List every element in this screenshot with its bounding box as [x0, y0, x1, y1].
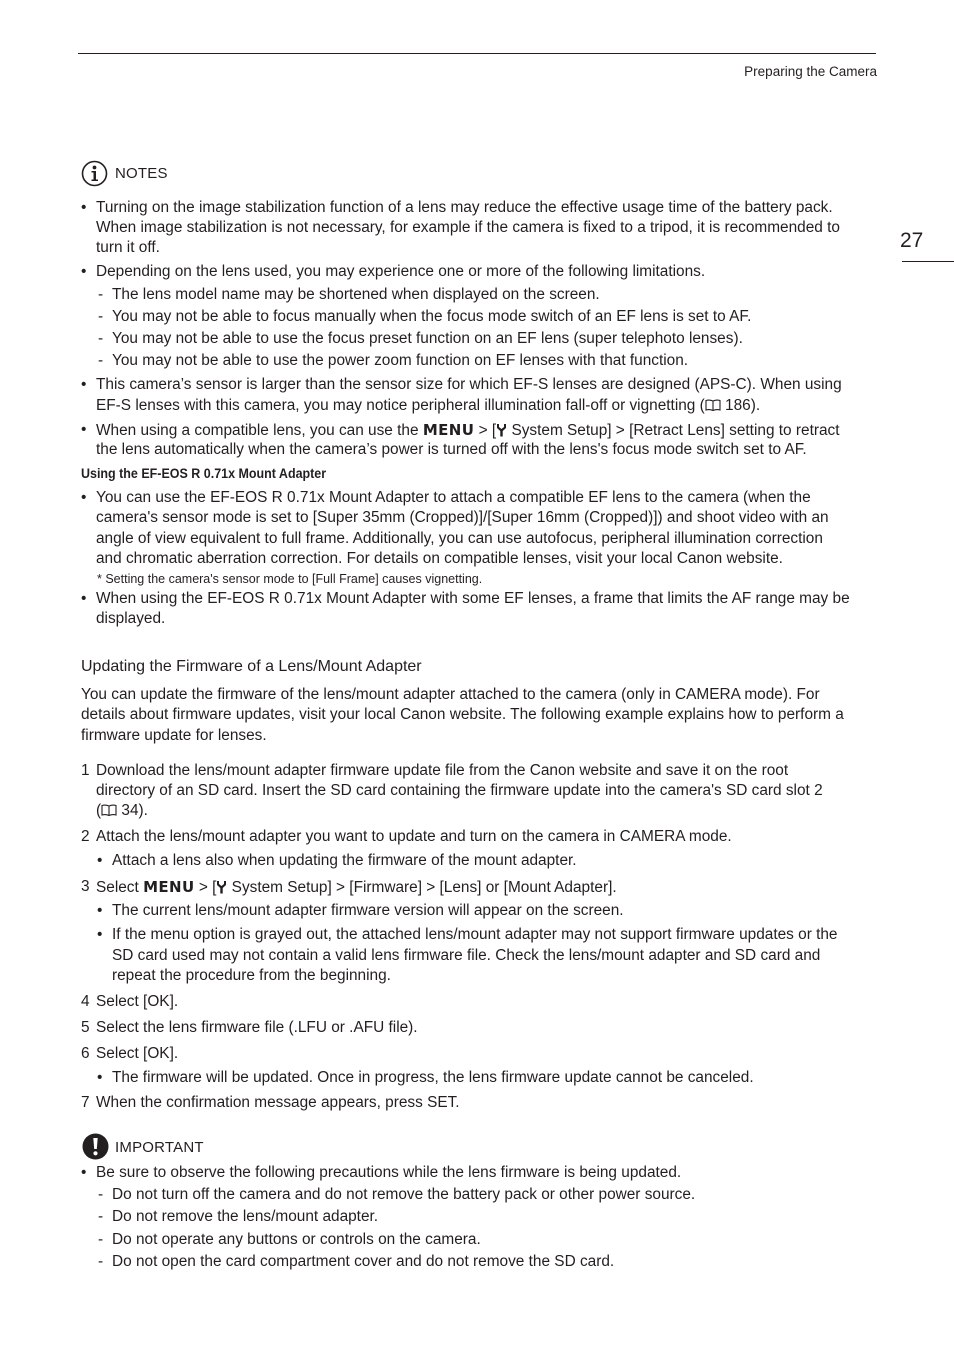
step-3-sub-2-line-1: If the menu option is grayed out, the attached lens/mount adapter may not support firmware updates or the	[112, 926, 838, 943]
adapter-footnote: * Setting the camera's sensor mode to [Full Frame] causes vignetting.	[97, 572, 483, 586]
adapter-bullet-1-line-4: and chromatic aberration correction. For details on compatible lenses, visit your local Canon website.	[96, 550, 783, 567]
bullet: •	[81, 199, 87, 216]
bullet: •	[81, 1164, 87, 1181]
bullet: •	[81, 263, 87, 280]
step-6-sub: The firmware will be updated. Once in progress, the lens firmware update cannot be canceled.	[112, 1069, 754, 1086]
step-number: 1	[81, 762, 90, 779]
notes-dash-4: You may not be able to use the power zoom function on EF lenses with that function.	[112, 352, 689, 369]
step-2-line-1: Attach the lens/mount adapter you want to update and turn on the camera in CAMERA mode.	[96, 828, 732, 845]
step-3-sub-1: The current lens/mount adapter firmware version will appear on the screen.	[112, 902, 624, 919]
bullet: •	[81, 489, 87, 506]
step-6-line-1: Select [OK].	[96, 1045, 179, 1062]
bullet: •	[81, 421, 87, 438]
step-1-line-3: ( 34).	[96, 802, 148, 819]
dash: -	[98, 1253, 104, 1270]
dash: -	[98, 308, 104, 325]
step-7-line-1: When the confirmation message appears, press SET.	[96, 1094, 460, 1111]
notes-dash-1: The lens model name may be shortened when displayed on the screen.	[112, 286, 600, 303]
step-number: 4	[81, 993, 90, 1010]
bullet: •	[97, 852, 103, 869]
adapter-bullet-1-line-2: camera's sensor mode is set to [Super 35mm (Cropped)]/[Super 16mm (Cropped)]) and shoot video with an	[96, 509, 829, 526]
notes-label: NOTES	[115, 165, 168, 182]
notes-bullet-1-line-1: Turning on the image stabilization function of a lens may reduce the effective usage time of the battery pack.	[96, 199, 833, 216]
step-number: 6	[81, 1045, 90, 1062]
step-3-line-1: Select MENU > [ System Setup] > [Firmware] > [Lens] or [Mount Adapter].	[96, 878, 617, 896]
step-number: 5	[81, 1019, 90, 1036]
notes-dash-3: You may not be able to use the focus preset function on an EF lens (super telephoto lenses).	[112, 330, 743, 347]
notes-bullet-3-line-1: This camera’s sensor is larger than the sensor size for which EF-S lenses are designed (APS-C). When using	[96, 376, 842, 393]
dash: -	[98, 330, 104, 347]
page-number-rule	[902, 261, 954, 262]
step-3-sub-2-line-3: repeat the procedure from the beginning.	[112, 967, 391, 984]
bullet: •	[97, 902, 103, 919]
notes-bullet-1-line-3: turn it off.	[96, 239, 160, 256]
step-number: 3	[81, 878, 90, 895]
notes-dash-2: You may not be able to focus manually when the focus mode switch of an EF lens is set to AF.	[112, 308, 752, 325]
bullet: •	[97, 1069, 103, 1086]
adapter-bullet-1-line-1: You can use the EF-EOS R 0.71x Mount Adapter to attach a compatible EF lens to the camera (when the	[96, 489, 811, 506]
notes-bullet-1-line-2: When image stabilization is not necessary, for example if the camera is fixed to a tripod, it is recommended to	[96, 219, 840, 236]
step-4-line-1: Select [OK].	[96, 993, 179, 1010]
book-reference-icon	[705, 399, 721, 411]
important-label: IMPORTANT	[115, 1139, 204, 1156]
firmware-intro-line-2: details about firmware updates, visit your local Canon website. The following example explains how to perform a	[81, 706, 844, 723]
bullet: •	[97, 926, 103, 943]
important-dash-2: Do not remove the lens/mount adapter.	[112, 1208, 379, 1225]
step-3-sub-2-line-2: SD card used may not contain a valid lens firmware file. Check the lens/mount adapter and SD card and	[112, 947, 821, 964]
notes-bullet-3-line-2: EF-S lenses with this camera, you may notice peripheral illumination fall-off or vignetting ( 186).	[96, 397, 761, 414]
dash: -	[98, 1231, 104, 1248]
warning-icon	[82, 1133, 109, 1160]
important-bullet-1: Be sure to observe the following precautions while the lens firmware is being updated.	[96, 1164, 682, 1181]
step-1-line-2: directory of an SD card. Insert the SD card containing the firmware update into the camera's SD card slot 2	[96, 782, 823, 799]
step-number: 7	[81, 1094, 90, 1111]
header-rule	[78, 53, 876, 54]
dash: -	[98, 1208, 104, 1225]
wrench-icon	[496, 423, 507, 437]
adapter-bullet-2-line-2: displayed.	[96, 610, 166, 627]
adapter-subheading: Using the EF-EOS R 0.71x Mount Adapter	[81, 466, 327, 482]
menu-button-label: MENU	[143, 878, 195, 896]
section-header: Preparing the Camera	[744, 64, 877, 79]
important-dash-3: Do not operate any buttons or controls on the camera.	[112, 1231, 481, 1248]
firmware-intro-line-3: firmware update for lenses.	[81, 727, 267, 744]
info-icon	[81, 160, 108, 187]
step-2-sub: Attach a lens also when updating the firmware of the mount adapter.	[112, 852, 577, 869]
bullet: •	[81, 376, 87, 393]
bullet: •	[81, 590, 87, 607]
step-5-line-1: Select the lens firmware file (.LFU or .AFU file).	[96, 1019, 418, 1036]
adapter-bullet-2-line-1: When using the EF-EOS R 0.71x Mount Adapter with some EF lenses, a frame that limits the AF range may be	[96, 590, 850, 607]
wrench-icon	[216, 880, 227, 894]
notes-bullet-2-line-1: Depending on the lens used, you may experience one or more of the following limitations.	[96, 263, 706, 280]
page-number: 27	[900, 229, 924, 252]
dash: -	[98, 1186, 104, 1203]
dash: -	[98, 286, 104, 303]
important-dash-1: Do not turn off the camera and do not remove the battery pack or other power source.	[112, 1186, 696, 1203]
book-reference-icon	[101, 804, 117, 816]
adapter-bullet-1-line-3: angle of view equivalent to full frame. Additionally, you can use autofocus, peripheral illumination correction	[96, 530, 823, 547]
firmware-intro-line-1: You can update the firmware of the lens/mount adapter attached to the camera (only in CAMERA mode). For	[81, 686, 820, 703]
important-dash-4: Do not open the card compartment cover and do not remove the SD card.	[112, 1253, 615, 1270]
dash: -	[98, 352, 104, 369]
step-number: 2	[81, 828, 90, 845]
notes-bullet-4-line-1: When using a compatible lens, you can use the MENU > [ System Setup] > [Retract Lens] setting to retract	[96, 421, 840, 439]
firmware-section-title: Updating the Firmware of a Lens/Mount Adapter	[81, 658, 422, 675]
notes-bullet-4-line-2: the lens automatically when the camera’s power is turned off with the lens's focus mode switch set to AF.	[96, 441, 807, 458]
menu-button-label: MENU	[422, 421, 475, 439]
step-1-line-1: Download the lens/mount adapter firmware update file from the Canon website and save it on the root	[96, 762, 789, 779]
